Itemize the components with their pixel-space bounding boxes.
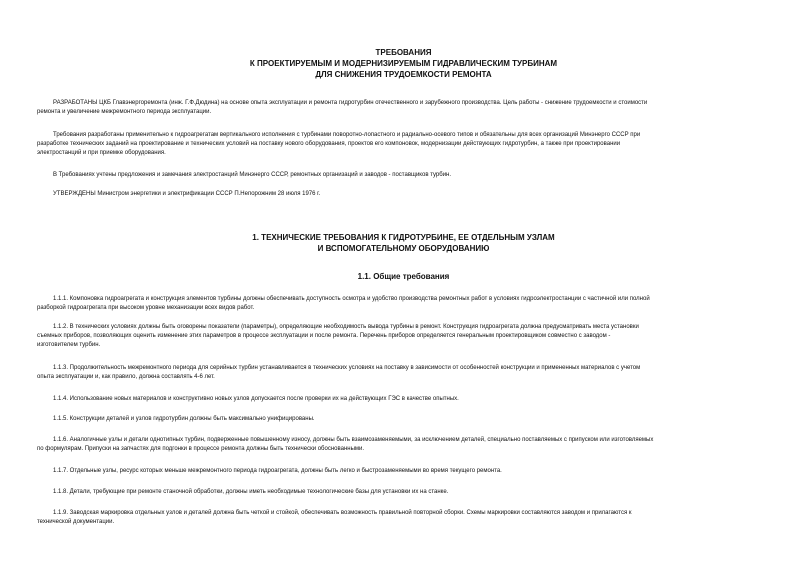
text-line: Требования разработаны применительно к гидроагрегатам вертикального исполнения с турбинами поворотно-лопастного и радиально-осевого типов и обязательны для всех организаций Минэнерго СССР при xyxy=(53,132,641,138)
text-line: опыта эксплуатации и, как правило, должна составлять 4-6 лет. xyxy=(37,374,215,380)
clause-1-1-5 xyxy=(37,415,767,424)
text-line: 1.1.8. Детали, требующие при ремонте станочной обработки, должны иметь необходимые технологические базы для установки их на станке. xyxy=(53,489,449,495)
text-line: технической документации. xyxy=(37,519,115,525)
clause-1-1-6 xyxy=(37,436,767,454)
text-line: съемных приборов, позволяющих оценить изменение этих параметров в процессе эксплуатации и после ремонта. Перечень приборов определяется генеральным проектировщиком совместно с заводом - xyxy=(37,333,611,339)
text-line: разборкой гидроагрегата при высоком уровне механизации всех видов работ. xyxy=(37,305,255,311)
text-line: В Требованиях учтены предложения и замечания электростанций Минэнерго СССР, ремонтных организаций и заводов - поставщиков турбин. xyxy=(53,172,452,178)
intro-paragraph-developed xyxy=(37,99,767,117)
text-line: 1.1.4. Использование новых материалов и конструктивно новых узлов допускается после проверки их на действующих ГЭС в качестве опытных. xyxy=(53,396,459,402)
clause-1-1-8 xyxy=(37,488,767,497)
text-line: 1.1.3. Продолжительность межремонтного периода для серийных турбин устанавливается в технических условиях на поставку в зависимости от особенностей конструкции и примененных материалов с учетом xyxy=(53,365,641,371)
clause-1-1-1 xyxy=(37,295,767,313)
text-line: 1.1.6. Аналогичные узлы и детали однотипных турбин, подверженные повышенному износу, должны быть взаимозаменяемыми, за исключением деталей, специально поставляемых с припуском или изготовляемых xyxy=(53,437,654,443)
text-line: изготовителем турбин. xyxy=(37,342,101,348)
text-line: РАЗРАБОТАНЫ ЦКБ Главэнергоремонта (инж. Г.Ф.Дюдина) на основе опыта эксплуатации и ремонта гидротурбин отечественного и зарубежного производства. Цель работы - снижение трудоемкости и стоимости xyxy=(53,100,648,106)
document-title-line-3: ДЛЯ СНИЖЕНИЯ ТРУДОЕМКОСТИ РЕМОНТА xyxy=(315,70,492,79)
text-line: ремонта и увеличение межремонтного периода эксплуатации. xyxy=(37,109,212,115)
section-heading-line-1: 1. ТЕХНИЧЕСКИЕ ТРЕБОВАНИЯ К ГИДРОТУРБИНЕ, ЕЕ ОТДЕЛЬНЫМ УЗЛАМ xyxy=(252,233,555,242)
clause-1-1-4 xyxy=(37,395,767,404)
clause-1-1-3 xyxy=(37,364,767,382)
text-line: 1.1.1. Компоновка гидроагрегата и конструкция элементов турбины должны обеспечивать доступность осмотра и удобство производства ремонтных работ в условиях гидроэлектростанции с частичной или полной xyxy=(53,296,650,302)
intro-paragraph-proposals xyxy=(37,171,767,180)
text-line: по формулярам. Припуски на запчастях для подгонки в процессе ремонта должны быть технически обоснованными. xyxy=(37,446,365,452)
text-line: разработке технических заданий на проектирование и технических условий на поставку нового оборудования, проектов его компоновок, модернизации действующих гидротурбин, а также при проектировании xyxy=(37,141,621,147)
document-title-line-2: К ПРОЕКТИРУЕМЫМ И МОДЕРНИЗИРУЕМЫМ ГИДРАВЛИЧЕСКИМ ТУРБИНАМ xyxy=(249,59,558,68)
clause-1-1-2 xyxy=(37,323,767,350)
subsection-heading: 1.1. Общие требования xyxy=(357,272,450,281)
document-title-line-1: ТРЕБОВАНИЯ xyxy=(375,48,432,57)
text-line: 1.1.5. Конструкции деталей и узлов гидротурбин должны быть максимально унифицированы. xyxy=(53,416,315,422)
text-line: 1.1.9. Заводская маркировка отдельных узлов и деталей должна быть четкой и стойкой, обеспечивать возможность правильной повторной сборки. Схемы маркировки составляются заводом и прилагаются к xyxy=(53,510,632,516)
intro-paragraph-approved xyxy=(37,190,767,199)
intro-paragraph-scope xyxy=(37,131,767,158)
text-line: 1.1.2. В технических условиях должны быть оговорены показатели (параметры), определяющие необходимость вывода турбины в ремонт. Конструкция гидроагрегата должна предусматривать места установки xyxy=(53,324,639,330)
text-line: 1.1.7. Отдельные узлы, ресурс которых меньше межремонтного периода гидроагрегата, должны быть легко и быстрозаменяемыми во время текущего ремонта. xyxy=(53,468,502,474)
clause-1-1-7 xyxy=(37,467,767,476)
text-line: УТВЕРЖДЕНЫ Министром энергетики и электрификации СССР П.Непорожним 28 июля 1976 г. xyxy=(53,191,321,197)
clause-1-1-9 xyxy=(37,509,767,527)
text-line: электростанций и при приемке оборудования. xyxy=(37,150,166,156)
section-heading-line-2: И ВСПОМОГАТЕЛЬНОМУ ОБОРУДОВАНИЮ xyxy=(317,244,490,253)
